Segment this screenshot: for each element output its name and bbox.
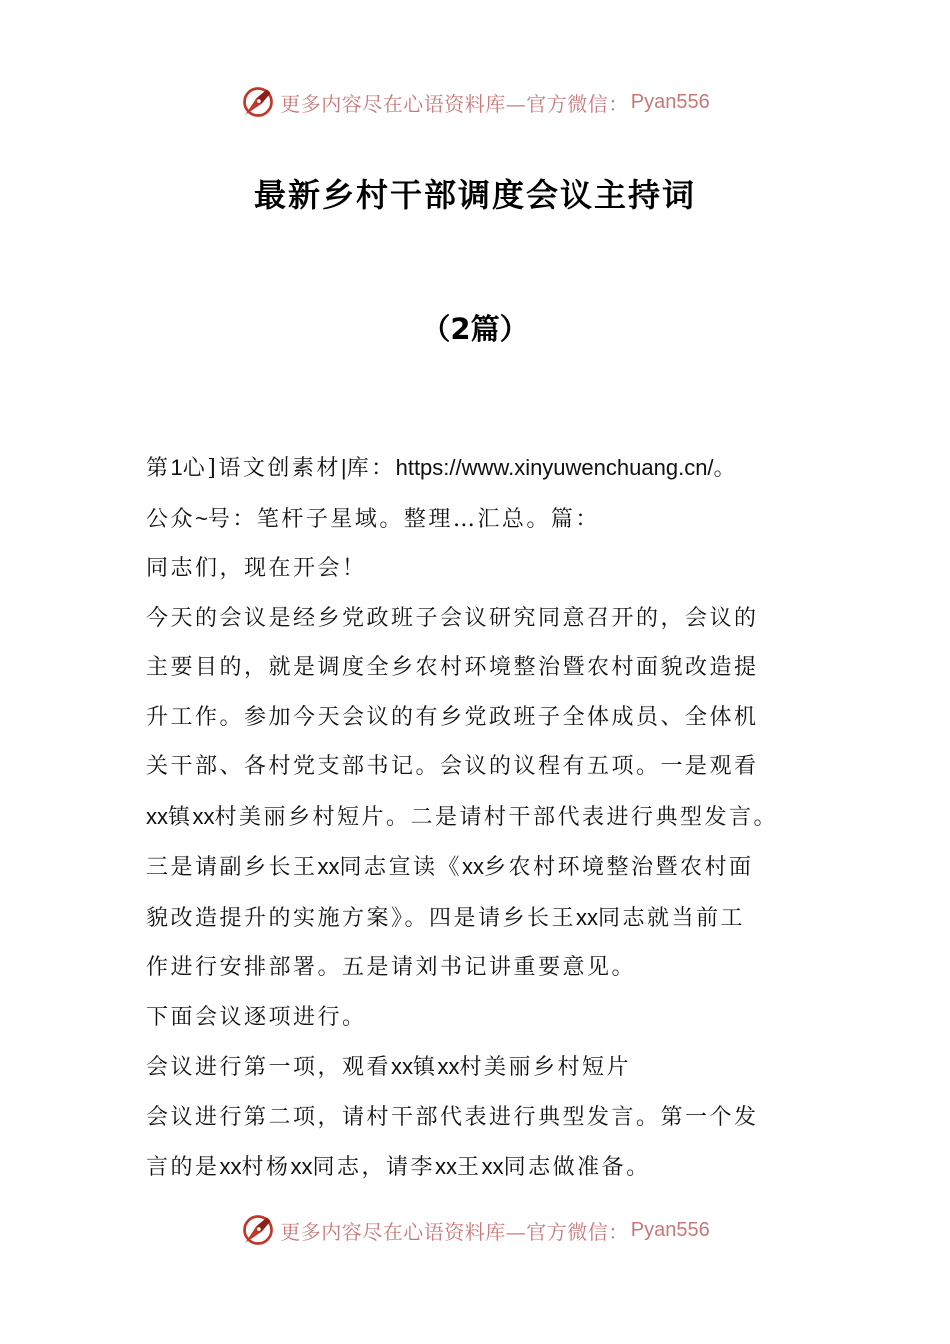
text-segment: 库： bbox=[346, 456, 396, 481]
body-line bbox=[146, 993, 826, 1043]
text-segment: xx bbox=[290, 1154, 313, 1179]
pen-nib-logo-icon bbox=[240, 1212, 276, 1248]
text-segment: 下面会议逐项进行。 bbox=[146, 1004, 367, 1030]
text-segment: 会议进行第一项，观看 bbox=[146, 1055, 392, 1080]
footer-banner bbox=[0, 1210, 950, 1250]
text-segment: xx bbox=[435, 1154, 458, 1179]
pen-nib-logo-icon bbox=[240, 84, 276, 120]
text-segment: 王 bbox=[457, 1155, 482, 1180]
text-segment: xx bbox=[192, 803, 215, 829]
body-line bbox=[146, 1093, 826, 1143]
text-segment: 乡农村环境整治暨农村面 bbox=[484, 855, 754, 880]
text-segment: 同志就当前工 bbox=[598, 905, 746, 931]
text-segment: xx bbox=[481, 1154, 504, 1179]
body-line bbox=[146, 792, 826, 843]
text-segment: 言的是 bbox=[146, 1155, 220, 1180]
body-line bbox=[146, 893, 826, 944]
text-segment: ~ bbox=[195, 505, 208, 531]
document-body bbox=[146, 443, 826, 1193]
body-line bbox=[146, 443, 826, 494]
text-segment: 同志们，现在开会！ bbox=[146, 556, 367, 581]
text-segment: 关干部、各村党支部书记。会议的议程有五项。一是观看 bbox=[146, 754, 759, 779]
text-segment: 心]语文创素材 bbox=[182, 456, 341, 481]
text-segment: 1 bbox=[170, 455, 183, 480]
banner-text: 更多内容尽在心语资料库—官方微信： bbox=[280, 91, 629, 116]
text-segment: xx bbox=[391, 1054, 414, 1079]
text-segment: 主要目的，就是调度全乡农村环境整治暨农村面貌改造提 bbox=[146, 655, 759, 680]
text-segment: 升工作。参加今天会议的有乡党政班子全体成员、全体机 bbox=[146, 704, 759, 730]
text-segment: 同志宣读《 bbox=[339, 855, 463, 880]
header-banner bbox=[0, 82, 950, 122]
body-line bbox=[146, 943, 826, 993]
body-line bbox=[146, 842, 826, 893]
text-segment: https://www.xinyuwenchuang.cn/ bbox=[395, 455, 714, 480]
text-segment: xx bbox=[317, 854, 340, 879]
body-line bbox=[146, 494, 826, 545]
body-line bbox=[146, 1042, 826, 1093]
text-segment: 村美丽乡村短片 bbox=[459, 1055, 632, 1080]
document-subtitle: （2篇） bbox=[421, 312, 529, 346]
body-line bbox=[146, 742, 826, 792]
text-segment: 貌改造提升的实施方案》。四是请乡长王 bbox=[146, 905, 577, 931]
text-segment: 三是请副乡长王 bbox=[146, 855, 318, 880]
body-line bbox=[146, 594, 826, 644]
body-line bbox=[146, 693, 826, 743]
body-line bbox=[146, 1142, 826, 1193]
text-segment: 。 bbox=[713, 456, 739, 481]
text-segment: 第 bbox=[146, 456, 171, 481]
text-segment: 会议进行第二项，请村干部代表进行典型发言。第一个发 bbox=[146, 1104, 759, 1130]
text-segment: xx bbox=[462, 854, 485, 879]
text-segment: 村杨 bbox=[241, 1155, 291, 1180]
text-segment: xx bbox=[437, 1054, 460, 1079]
text-segment: 村美丽乡村短片。二是请村干部代表进行典型发言。 bbox=[214, 804, 779, 830]
banner-text: 更多内容尽在心语资料库—官方微信： bbox=[280, 1219, 629, 1244]
wechat-id: Pyan556 bbox=[630, 90, 710, 113]
text-segment: 作进行安排部署。五是请刘书记讲重要意见。 bbox=[146, 955, 637, 980]
text-segment: 今天的会议是经乡党政班子会议研究同意召开的，会议的 bbox=[146, 605, 759, 631]
text-segment: 同志，请李 bbox=[312, 1155, 436, 1180]
text-segment: xx bbox=[576, 904, 599, 930]
text-segment: 公众 bbox=[146, 506, 196, 532]
text-segment: 号：笔杆子星域。整理…汇总。篇： bbox=[207, 506, 600, 532]
text-segment: 镇 bbox=[413, 1055, 438, 1080]
body-line bbox=[146, 544, 826, 594]
text-segment: xx bbox=[219, 1154, 242, 1179]
document-title: 最新乡村干部调度会议主持词 bbox=[253, 176, 696, 214]
text-segment: 镇 bbox=[168, 804, 193, 830]
text-segment: 同志做准备。 bbox=[503, 1155, 651, 1180]
wechat-id: Pyan556 bbox=[630, 1218, 710, 1241]
text-segment: | bbox=[340, 455, 347, 480]
body-line bbox=[146, 643, 826, 693]
text-segment: xx bbox=[146, 803, 168, 829]
